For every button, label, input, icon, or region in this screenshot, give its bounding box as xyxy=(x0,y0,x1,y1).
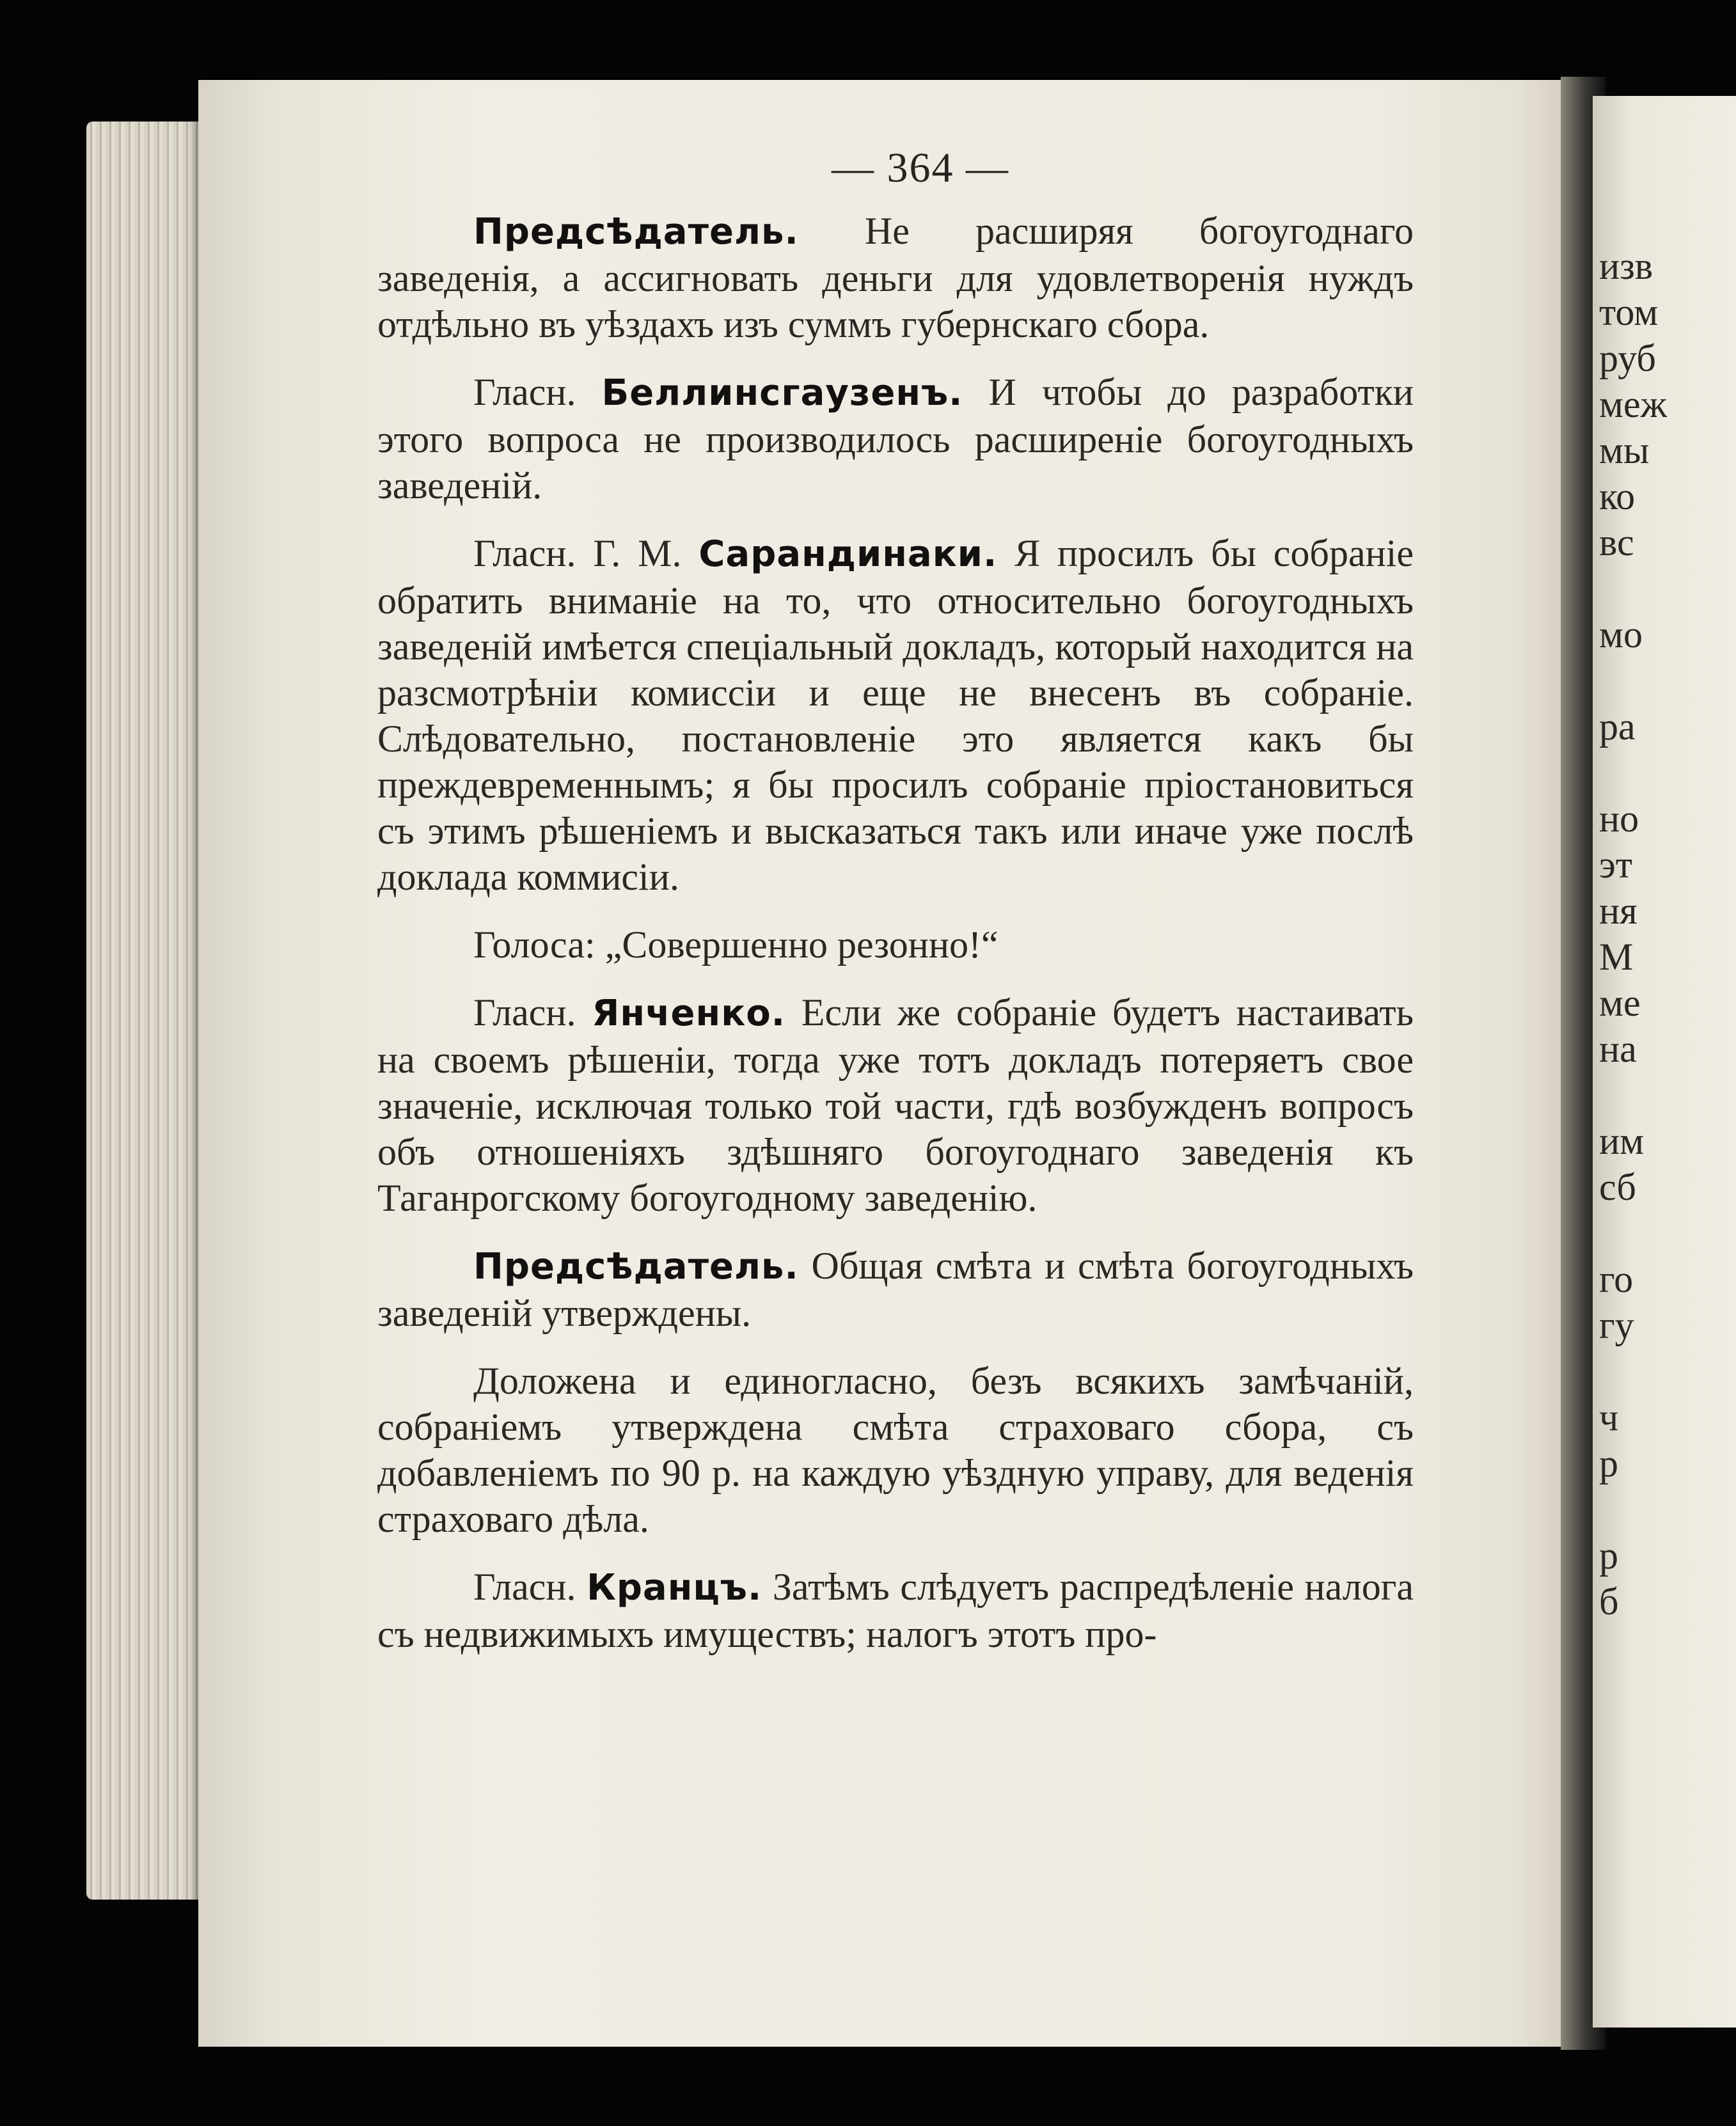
fragment-line: р xyxy=(1599,1534,1618,1577)
paragraph-7 xyxy=(377,1358,1414,1542)
paragraph-text: Затѣмъ слѣдуетъ распредѣленіе налога съ недвижимыхъ имуществъ; налогъ этотъ про- xyxy=(377,1566,1414,1655)
fragment-line: мо xyxy=(1599,613,1643,656)
fragment-line: ня xyxy=(1599,890,1637,932)
fragment-line: том xyxy=(1599,291,1659,333)
fragment-line: сб xyxy=(1599,1166,1636,1208)
fragment-line: но xyxy=(1599,798,1639,840)
page-number: — 364 — xyxy=(832,145,1009,191)
speaker-name: Беллинсгаузенъ. xyxy=(601,372,963,414)
paragraph-1 xyxy=(377,208,1414,347)
speaker-prefix: Гласн. xyxy=(473,1566,587,1608)
speaker-name: Сарандинаки. xyxy=(698,533,998,575)
fragment-line xyxy=(1599,750,1736,796)
paragraph-2 xyxy=(377,369,1414,508)
right-page-fragments xyxy=(1599,243,1736,1625)
fragment-line: го xyxy=(1599,1258,1634,1300)
fragment-line: руб xyxy=(1599,337,1656,379)
fragment-line xyxy=(1599,565,1736,611)
fragment-line: вс xyxy=(1599,521,1634,563)
speaker-name: Предсѣдатель. xyxy=(473,211,799,253)
paragraph-text: Общая смѣта и смѣта богоугодныхъ заведеній утверждены. xyxy=(377,1245,1414,1334)
fragment-line: ме xyxy=(1599,982,1641,1024)
fragment-line: б xyxy=(1599,1580,1619,1623)
paragraph-4 xyxy=(377,922,1414,968)
paragraph-8 xyxy=(377,1564,1414,1657)
fragment-line: ра xyxy=(1599,705,1636,748)
fragment-line: мы xyxy=(1599,429,1650,471)
fragment-line: ч xyxy=(1599,1396,1619,1438)
fragment-line xyxy=(1599,1210,1736,1256)
fragment-line xyxy=(1599,657,1736,704)
speaker-prefix: Гласн. xyxy=(473,371,602,413)
paragraph-6 xyxy=(377,1243,1414,1336)
fragment-line xyxy=(1599,1486,1736,1532)
fragment-line: ко xyxy=(1599,475,1636,517)
fragment-line: меж xyxy=(1599,383,1668,425)
speaker-prefix: Гласн. xyxy=(473,991,592,1034)
paragraph-text: Доложена и единогласно, безъ всякихъ замѣчаній, собраніемъ утверждена смѣта страховаго сбора, съ добавленіемъ по 90 р. на каждую уѣздную управу, для веденія страховаго дѣла. xyxy=(377,1360,1414,1540)
paragraph-text: Голоса: „Совершенно резонно!“ xyxy=(473,924,998,966)
speaker-name: Янченко. xyxy=(592,993,785,1034)
fragment-line: на xyxy=(1599,1028,1637,1070)
fragment-line xyxy=(1599,1072,1736,1118)
paragraph-text: Не расширяя богоугоднаго заведенія, а ассигновать деньги для удовлетворенія нуждъ отдѣльно въ уѣздахъ изъ суммъ губернскаго сбора. xyxy=(377,210,1414,345)
fragment-line: гу xyxy=(1599,1304,1634,1346)
fragment-line xyxy=(1599,1348,1736,1394)
text-block xyxy=(377,208,1414,1679)
paragraph-3 xyxy=(377,530,1414,900)
paragraph-5 xyxy=(377,989,1414,1221)
fragment-line: М xyxy=(1599,936,1634,978)
fragment-line: изв xyxy=(1599,245,1653,287)
fragment-line: р xyxy=(1599,1442,1618,1484)
fragment-line: им xyxy=(1599,1120,1645,1162)
paragraph-text: И чтобы до разработки этого вопроса не производилось расширеніе богоугодныхъ заведеній. xyxy=(377,371,1414,507)
speaker-name: Предсѣдатель. xyxy=(473,1246,799,1287)
fragment-line: эт xyxy=(1599,844,1632,886)
speaker-name: Кранцъ. xyxy=(587,1567,762,1609)
paragraph-text: Если же собраніе будетъ настаивать на своемъ рѣшеніи, тогда уже тотъ докладъ потеряетъ свое значеніе, исключая только той части, гдѣ возбужденъ вопросъ объ отношеніяхъ здѣшняго богоугоднаго заведенія къ Таганрогскому богоугодному заведенію. xyxy=(377,991,1414,1219)
speaker-prefix: Гласн. Г. М. xyxy=(473,532,699,574)
paragraph-text: Я просилъ бы собраніе обратить вниманіе на то, что относительно богоугодныхъ заведеній имѣется спеціальный докладъ, который находится на разсмотрѣніи комиссіи и еще не внесенъ въ собраніе. Слѣдовательно, постановленіе это является какъ бы преждевременнымъ; я бы просилъ собраніе пріостановиться съ этимъ рѣшеніемъ и высказаться такъ или иначе уже послѣ доклада коммисіи. xyxy=(377,532,1414,898)
